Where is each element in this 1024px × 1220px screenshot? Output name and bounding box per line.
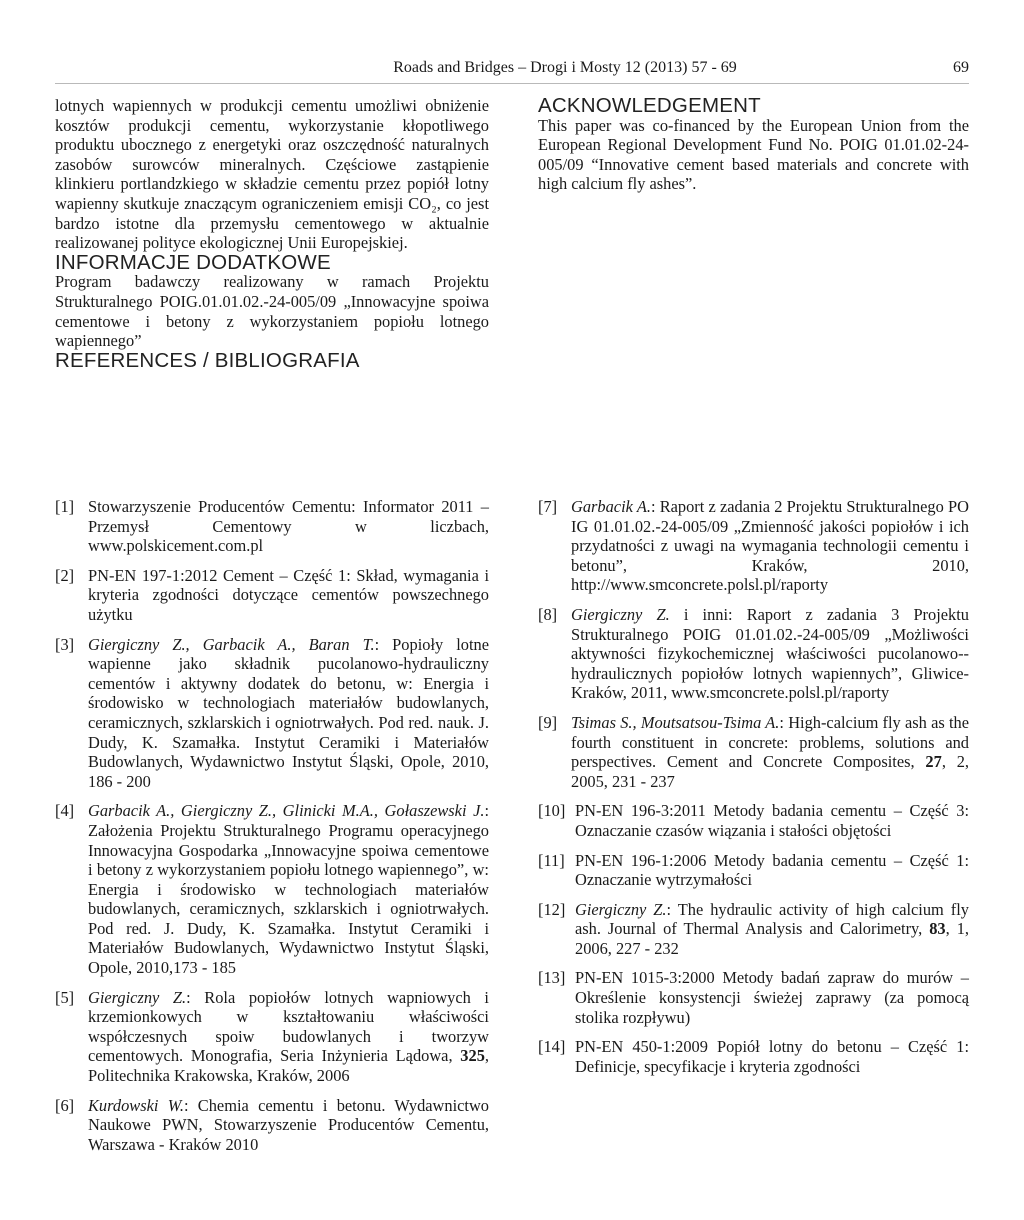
reference-number: [4] [55,801,75,821]
reference-text: : Popioły lotne wapienne jako składnik pucolanowo-hydrauliczny cementów i aktywny dodatek do betonu, w: Energia i środowisko w technologiach materiałów budowlanych, ceramicznych, szklarskich i ogniotrwałych. Pod red. nauk. J. Dudy, K. Szamałka. Instytut Ceramiki i Materiałów Budowlanych, Wydawnictwo Instytut Śląski, Opole, 2010, 186 - 200 [88,634,489,791]
references-list-left [55,497,489,1164]
reference-item [538,605,969,703]
reference-item [55,566,489,625]
reference-number: [10] [538,801,566,821]
info-paragraph: Program badawczy realizowany w ramach Projektu Strukturalnego POIG.01.01.02.-24-005/09 „Innowacyjne spoiwa cementowe i betony z wykorzystaniem popiołu lotnego wapiennego” [55,272,489,351]
acknowledgement-paragraph: This paper was co-financed by the European Union from the European Regional Development Fund No. POIG 01.01.02-24-005/09 “Innovative cement based materials and concrete with high calcium fly ashes”. [538,115,969,194]
reference-text: : Rola popiołów lotnych wapniowych i krzemionkowych w kształtowaniu właściwości współczesnych spoiw budowlanych i tworzyw cementowych. Monografia, Seria Inżynieria Lądowa, [88,987,489,1066]
reference-number: [8] [538,604,558,624]
reference-number: [5] [55,987,75,1007]
reference-authors: Giergiczny Z., Garbacik A., Baran T. [88,634,375,654]
page-number: 69 [953,59,969,76]
reference-number: [9] [538,712,558,732]
reference-text: PN-EN 450-1:2009 Popiół lotny do betonu – Część 1: Definicje, specyfikacje i kryteria zgodności [575,1037,969,1076]
reference-item [55,497,489,556]
reference-authors: Kurdowski W. [88,1095,184,1115]
reference-text: PN-EN 196-1:2006 Metody badania cementu – Część 1: Oznaczanie wytrzymałości [575,850,969,890]
reference-text: : The hydraulic activity of high calcium fly ash. Journal of Thermal Analysis and Calorimetry, [575,899,969,939]
reference-authors: Garbacik A. [571,497,651,516]
reference-number: [3] [55,634,75,654]
reference-text-tail: , 2, 2005, 231 - 237 [571,752,970,791]
reference-number: [1] [55,497,75,516]
references-heading: REFERENCES / BIBLIOGRAFIA [55,348,360,372]
reference-volume: 27 [925,752,942,772]
reference-text: PN-EN 197-1:2012 Cement – Część 1: Skład, wymagania i kryteria zgodności dotyczące cementów powszechnego użytku [88,565,489,624]
reference-item [538,801,969,840]
running-header [55,53,969,84]
reference-number: [13] [538,968,566,988]
reference-item [538,713,969,791]
reference-authors: Giergiczny Z. [88,987,187,1007]
reference-number: [12] [538,899,566,919]
references-list-right [538,497,969,1086]
reference-text-tail: , 1, 2006, 227 - 232 [575,919,969,958]
reference-text: : High-calcium fly ash as the fourth constituent in concrete: problems, solutions and perspectives. Cement and Concrete Composites, [571,712,969,772]
reference-number: [14] [538,1037,566,1057]
intro-paragraph: lotnych wapiennych w produkcji cementu umożliwi obniżenie kosztów produkcji cementu, wykorzystanie kłopotliwego produktu ubocznego z energetyki oraz oszczędność naturalnych zasobów surowców mineralnych. Częściowe zastąpienie klinkieru portlandzkiego w składzie cementu przez popiół lotny wapienny skutkuje znaczącym ograniczeniem emisji CO₂, co jest bardzo istotne dla przemysłu cementowego w aktualnie realizowanej polityce ekologicznej Unii Europejskiej. [55,96,489,253]
reference-item [538,968,969,1027]
reference-number: [6] [55,1095,75,1115]
reference-text: : Chemia cementu i betonu. Wydawnictwo Naukowe PWN, Stowarzyszenie Producentów Cementu, Warszawa - Kraków 2010 [88,1095,489,1154]
reference-text: Stowarzyszenie Producentów Cementu: Informator 2011 – Przemysł Cementowy w liczbach, www.polskicement.com.pl [88,497,489,556]
reference-item [538,900,969,959]
acknowledgement-heading: ACKNOWLEDGEMENT [538,94,761,117]
reference-authors: Garbacik A., Giergiczny Z., Glinicki M.A., Gołaszewski J. [88,801,485,821]
reference-authors: Giergiczny Z. [575,899,667,919]
running-title: Roads and Bridges – Drogi i Mosty 12 (2013) 57 - 69 [393,59,737,76]
reference-item [55,1096,489,1155]
reference-volume: 83 [929,919,946,939]
right-column [538,96,969,194]
left-column [55,96,489,370]
reference-text: i inni: Raport z zadania 3 Projektu Strukturalnego POIG 01.01.02.-24-005/09 „Możliwości aktywności fizykochemicznej właściwości pucolanowo--hydraulicznych popiołów lotnych wapiennych”, Gliwice-Kraków, 2011, www.smconcrete.polsl.pl/raporty [571,604,969,703]
reference-item [538,1037,969,1076]
reference-text: : Założenia Projektu Strukturalnego Programu operacyjnego Innowacyjna Gospodarka „Innowacyjne spoiwa cementowe i betony z wykorzystaniem popiołu lotnego wapiennego”, w: Energia i środowisko w technologiach materiałów budowlanych, ceramicznych, szklarskich i ogniotrwałych. Pod red. J. Dudy, K. Szamałka. Instytut Ceramiki i Materiałów Budowlanych, Wydawnictwo Instytut Śląski, Opole, 2010,173 - 185 [88,801,489,978]
reference-item [538,497,969,595]
reference-item [55,801,489,977]
reference-item [55,988,489,1086]
reference-volume: 325 [460,1046,485,1066]
reference-text: PN-EN 1015-3:2000 Metody badań zapraw do murów – Określenie konsystencji świeżej zaprawy (za pomocą stolika rozpływu) [575,968,969,1027]
reference-number: [11] [538,850,565,870]
info-heading: INFORMACJE DODATKOWE [55,250,331,274]
reference-item [538,851,969,890]
reference-number: [7] [538,497,558,516]
reference-item [55,635,489,792]
reference-text: : Raport z zadania 2 Projektu Strukturalnego PO IG 01.01.02.-24-005/09 „Zmienność jakości popiołów i ich przydatności z uwagi na wymagania technologii cementu i betonu”, Kraków, 2010, http://www.smconcrete.polsl.pl/raporty [571,497,969,595]
reference-text: PN-EN 196-3:2011 Metody badania cementu – Część 3: Oznaczanie czasów wiązania i stałości objętości [575,801,969,840]
reference-text-tail: , Politechnika Krakowska, Kraków, 2006 [88,1046,489,1086]
reference-number: [2] [55,565,75,585]
reference-authors: Giergiczny Z. [571,604,670,624]
reference-authors: Tsimas S., Moutsatsou-Tsima A. [571,712,780,732]
